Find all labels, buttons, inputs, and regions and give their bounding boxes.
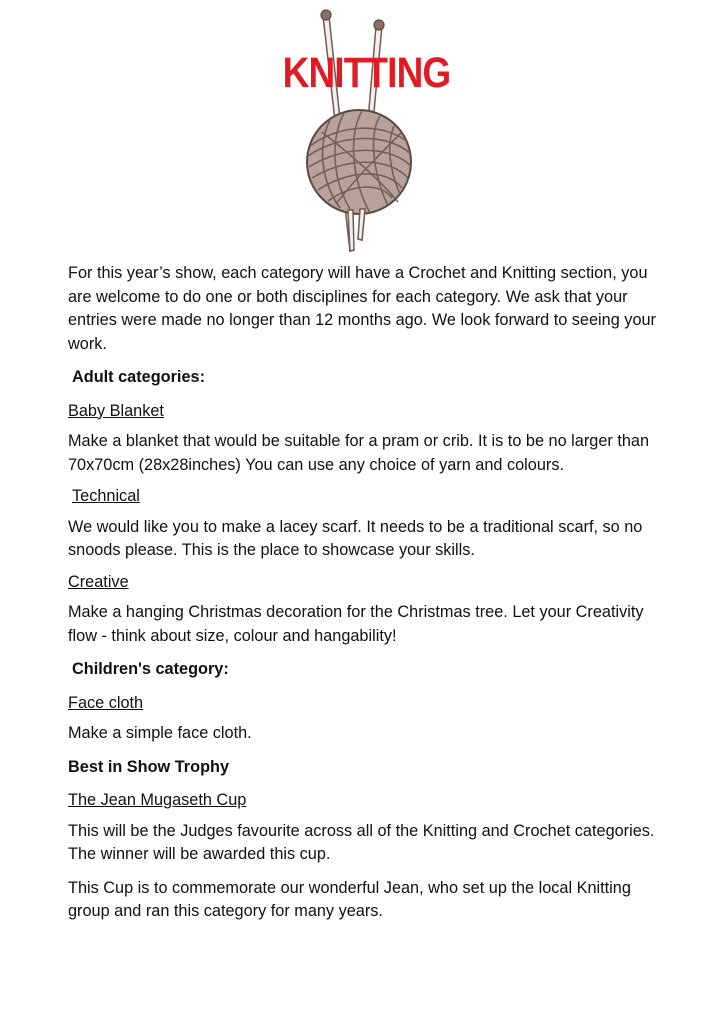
knitting-logo [270,4,450,260]
trophy-title: The Jean Mugaseth Cup [68,791,247,809]
children-category-heading: Children's category: [72,660,229,678]
adult-categories-heading: Adult categories: [72,368,205,386]
category-title-face-cloth: Face cloth [68,693,144,712]
category-description-baby-blanket: Make a blanket that would be suitable for a pram or crib. It is to be no larger than 70x70cm (28x28inches) You can use any choice of yarn and colours. [68,432,650,474]
category-title-technical: Technical [72,487,140,505]
document-body [68,262,660,934]
category-description-face-cloth: Make a simple face cloth. [68,724,252,742]
best-in-show-heading: Best in Show Trophy [68,757,230,776]
intro-paragraph: For this year’s show, each category will have a Crochet and Knitting section, you are welcome to do one or both disciplines for each category. We ask that your entries were made no longer than 12 months ago. We look forward to seeing your work. [68,264,656,353]
trophy-description: This will be the Judges favourite across all of the Knitting and Crochet categories. The winner will be awarded this cup. [68,821,655,863]
logo-title: KNITTING [282,49,451,97]
ball-of-yarn-with-needles-icon [270,4,450,260]
category-description-technical: We would like you to make a lacey scarf. It needs to be a traditional scarf, so no snoods please. This is the place to showcase your skills. [68,517,643,559]
category-title-creative: Creative [68,572,129,591]
category-title-baby-blanket: Baby Blanket [68,401,164,420]
category-description-creative: Make a hanging Christmas decoration for the Christmas tree. Let your Creativity flow - think about size, colour and hangability! [68,603,644,645]
trophy-dedication: This Cup is to commemorate our wonderful Jean, who set up the local Knitting group and ran this category for many years. [68,878,631,920]
